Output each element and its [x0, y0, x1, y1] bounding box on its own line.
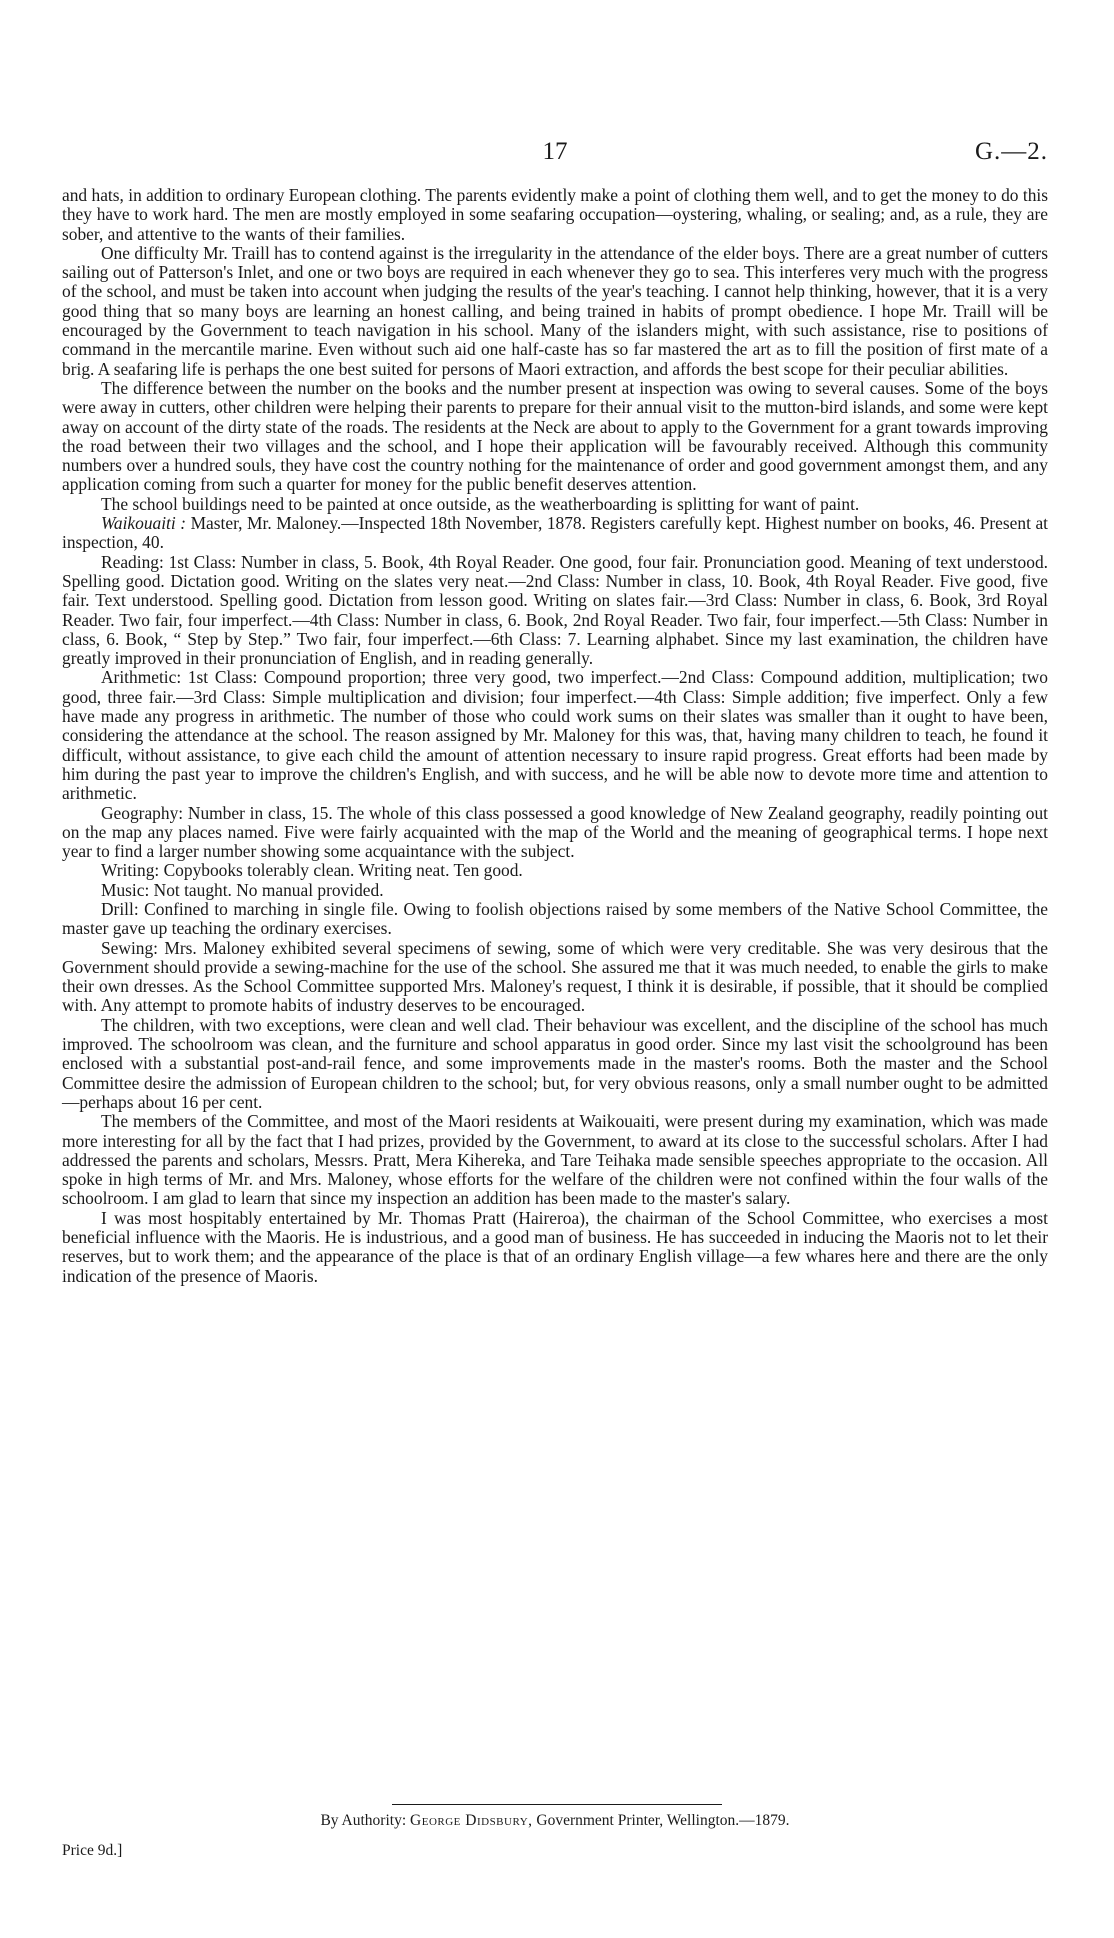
printer-credit [62, 1812, 1048, 1830]
paragraph-clothing: and hats, in addition to ordinary European clothing. The parents evidently make a point of clothing them well, and to get the money to do this they have to work hard. The men are mostly employed in some seafaring occupation—oystering, whaling, or sealing; and, as a rule, they are sober, and attentive to the wants of their families. [62, 185, 1048, 244]
paragraph-drill: Drill: Confined to marching in single file. Owing to foolish objections raised by some members of the Native School Committee, the master gave up teaching the ordinary exercises. [62, 898, 1048, 939]
paragraph-arithmetic: Arithmetic: 1st Class: Compound proportion; three very good, two imperfect.—2nd Class: Compound addition, multiplication; two good, three fair.—3rd Class: Simple multiplication and division; four imperfect.—4th Class: Simple addition; five imperfect. Only a few have made any progress in arithmetic. The number of those who could work sums on their slates was smaller than it ought to have been, considering the attendance at the school. The reason assigned by Mr. Maloney for this was, that, having many children to teach, he found it difficult, without assistance, to give each child the amount of attention necessary to insure rapid progress. Great efforts had been made by him during the past year to improve the children's English, and with success, and he will be able now to devote more time and attention to arithmetic. [62, 667, 1048, 804]
body-text [62, 186, 1048, 1286]
authority-prefix: By Authority: [320, 1812, 407, 1829]
paragraph-buildings: The school buildings need to be painted at once outside, as the weatherboarding is splitting for want of paint. [101, 493, 860, 514]
paragraph-children: The children, with two exceptions, were clean and well clad. Their behaviour was excellent, and the discipline of the school has much improved. The schoolroom was clean, and the furniture and school apparatus in good order. Since my last visit the schoolground has been enclosed with a substantial post-and-rail fence, and some improvements made in the master's rooms. Both the master and the School Committee desire the admission of European children to the school; but, for very obvious reasons, only a small number ought to be admitted—perhaps about 16 per cent. [62, 1014, 1048, 1112]
paragraph-difference: The difference between the number on the books and the number present at inspection was owing to several causes. Some of the boys were away in cutters, other children were helping their parents to prepare for their annual visit to the mutton-bird islands, and some were kept away on account of the dirty state of the roads. The residents at the Neck are about to apply to the Government for a grant towards improving the road between their two villages and the school, and I hope their application will be favourably received. Although this community numbers over a hundred souls, they have cost the country nothing for the maintenance of order and good government amongst them, and any application coming from such a quarter for money for the public benefit deserves attention. [62, 377, 1048, 495]
price-label: Price 9d.] [62, 1842, 123, 1859]
school-name: Waikouaiti : [101, 513, 187, 534]
paragraph-sewing: Sewing: Mrs. Maloney exhibited several specimens of sewing, some of which were very creditable. She was very desirous that the Government should provide a sewing-machine for the use of the school. She assured me that it was much needed, to enable the girls to make their own dresses. As the School Committee supported Mrs. Maloney's request, I think it is desirable, if possible, that it should be complied with. Any attempt to promote habits of industry deserves to be encouraged. [62, 937, 1048, 1016]
page-number: 17 [542, 138, 568, 165]
paragraph-waikouaiti [62, 514, 1048, 553]
paragraph-geography: Geography: Number in class, 15. The whole of this class possessed a good knowledge of New Zealand geography, readily pointing out on the map any places named. Five were fairly acquainted with the map of the World and the meaning of geographical terms. I hope next year to find a larger number showing some acquaintance with the subject. [62, 802, 1048, 862]
paragraph-music: Music: Not taught. No manual provided. [101, 879, 384, 900]
printer-name: George Didsbury, [410, 1812, 533, 1829]
page-header [62, 138, 1048, 172]
paragraph-reading: Reading: 1st Class: Number in class, 5. Book, 4th Royal Reader. One good, four fair. Pronunciation good. Meaning of text understood. Spelling good. Dictation good. Writing on the slates very neat.—2nd Class: Number in class, 10. Book, 4th Royal Reader. Five good, five fair. Text understood. Spelling good. Dictation from lesson good. Writing on slates fair.—3rd Class: Number in class, 6. Book, 3rd Royal Reader. Two fair, four imperfect.—4th Class: Number in class, 6. Book, 2nd Royal Reader. Two fair, four imperfect.—5th Class: Number in class, 6. Book, “ Step by Step.” Two fair, four imperfect.—6th Class: 7. Learning alphabet. Since my last examination, the children have greatly improved in their pronunciation of English, and in reading generally. [62, 551, 1048, 669]
page-code: G.—2. [974, 138, 1048, 165]
waikouaiti-summary: Master, Mr. Maloney.—Inspected 18th November, 1878. Registers carefully kept. Highest number on books, 46. Present at inspection, 40. [62, 513, 1048, 553]
paragraph-attendance: One difficulty Mr. Traill has to contend against is the irregularity in the attendance of the elder boys. There are a great number of cutters sailing out of Patterson's Inlet, and one or two boys are required in each whenever they go to sea. This interferes very much with the progress of the school, and must be taken into account when judging the results of the year's teaching. I cannot help thinking, however, that it is a very good thing that so many boys are learning an honest calling, and being trained in habits of prompt obedience. I hope Mr. Traill will be encouraged by the Government to teach navigation in his school. Many of the islanders might, with such assistance, rise to positions of command in the mercantile marine. Even without such aid one half-caste has so far mastered the art as to fill the position of first mate of a brig. A seafaring life is perhaps the one best suited for persons of Maori extraction, and affords the best scope for their peculiar abilities. [62, 242, 1048, 379]
paragraph-committee: The members of the Committee, and most of the Maori residents at Waikouaiti, were present during my examination, which was made more interesting for all by the fact that I had prizes, provided by the Government, to award at its close to the successful scholars. After I had addressed the parents and scholars, Messrs. Pratt, Mera Kihereka, and Tare Teihaka made sensible speeches appropriate to the occasion. All spoke in high terms of Mr. and Mrs. Maloney, whose efforts for the welfare of the children were not confined within the four walls of the schoolroom. I am glad to learn that since my inspection an addition has been made to the master's salary. [62, 1111, 1048, 1209]
document-page [62, 0, 1048, 1938]
paragraph-hospitality: I was most hospitably entertained by Mr. Thomas Pratt (Haireroa), the chairman of the School Committee, who exercises a most beneficial influence with the Maoris. He is industrious, and a good man of business. He has succeeded in inducing the Maoris not to let their reserves, but to work them; and the appearance of the place is that of an ordinary English village—a few whares here and there are the only indication of the presence of Maoris. [62, 1207, 1048, 1286]
footer-rule [392, 1804, 722, 1805]
authority-suffix: Government Printer, Wellington.—1879. [536, 1812, 790, 1829]
paragraph-writing: Writing: Copybooks tolerably clean. Writing neat. Ten good. [101, 860, 523, 881]
